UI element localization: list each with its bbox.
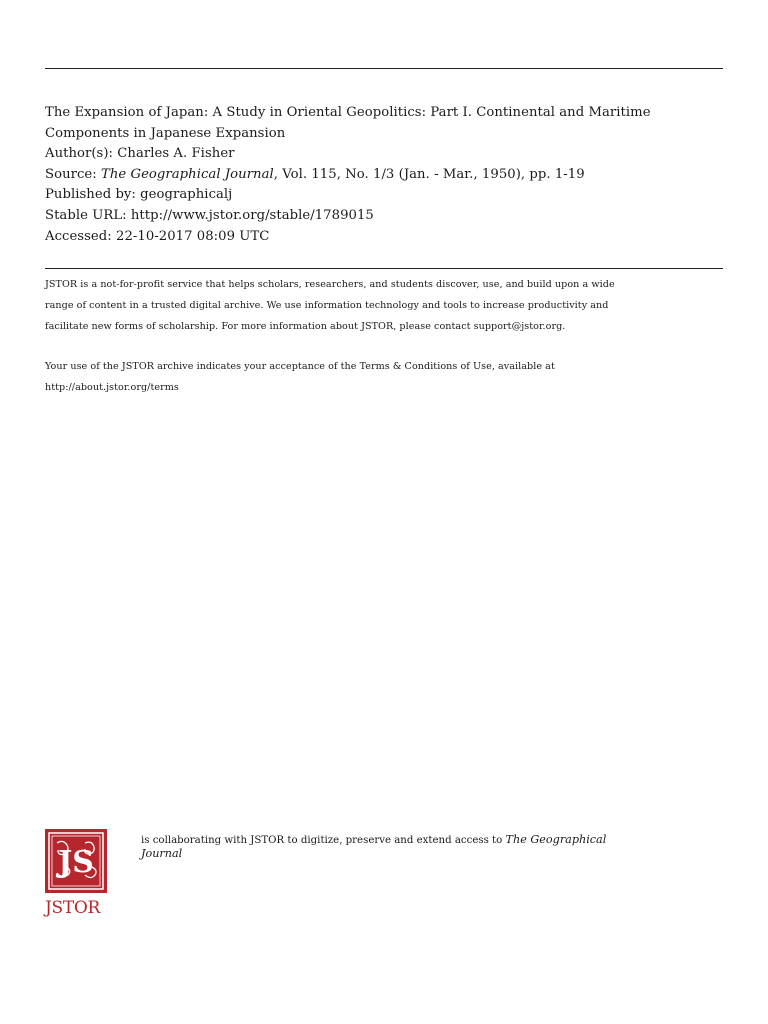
source-journal: The Geographical Journal (101, 166, 274, 182)
jstor-emblem-graphic (45, 829, 107, 893)
article-authors: Author(s): Charles A. Fisher (45, 146, 235, 162)
jstor-notice-paragraph (45, 275, 735, 337)
collaboration-statement (141, 833, 701, 861)
terms-notice-paragraph (45, 357, 735, 399)
notice-line: range of content in a trusted digital archive. We use information technology and tools to increase productivity and (45, 299, 609, 311)
jstor-emblem-icon (45, 829, 107, 893)
jstor-logo (45, 829, 107, 919)
stable-url-link[interactable]: Stable URL: http://www.jstor.org/stable/1789015 (45, 207, 374, 223)
article-publisher: Published by: geographicalj (45, 187, 233, 203)
jstor-emblem-letters: JS (58, 845, 94, 880)
terms-line: Your use of the JSTOR archive indicates your acceptance of the Terms & Conditions of Use, available at (45, 361, 555, 372)
article-source (45, 165, 735, 186)
article-title-line-1: The Expansion of Japan: A Study in Oriental Geopolitics: Part I. Continental and Maritime (45, 105, 651, 120)
notice-line: JSTOR is a not-for-profit service that helps scholars, researchers, and students discover, use, and build upon a wide (45, 279, 615, 290)
source-suffix: , Vol. 115, No. 1/3 (Jan. - Mar., 1950), pp. 1-19 (273, 166, 585, 182)
article-title-line-2: Components in Japanese Expansion (45, 125, 286, 141)
notice-line-contact[interactable]: facilitate new forms of scholarship. For more information about JSTOR, please contact support@jstor.org. (45, 320, 566, 332)
mid-rule (45, 268, 723, 269)
source-prefix: Source: (45, 166, 101, 182)
collab-text: is collaborating with JSTOR to digitize, preserve and extend access to (141, 835, 506, 846)
accessed-date: Accessed: 22-10-2017 08:09 UTC (45, 228, 270, 244)
collab-journal-line-1: The Geographical (505, 833, 607, 846)
collab-journal-line-2: Journal (141, 847, 183, 860)
terms-url-link[interactable]: http://about.jstor.org/terms (45, 381, 179, 393)
jstor-wordmark: JSTOR (45, 898, 101, 918)
citation-block (45, 103, 735, 247)
top-rule (45, 68, 723, 69)
